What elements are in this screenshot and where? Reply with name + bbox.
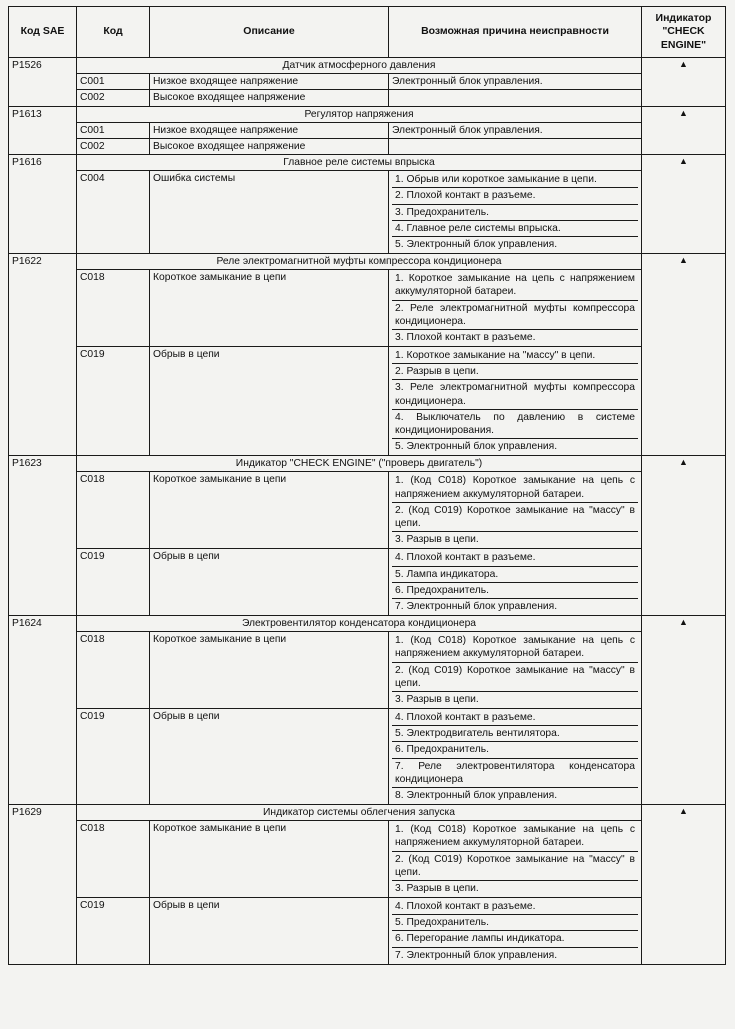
table-header-row	[9, 7, 726, 58]
group-title-row	[9, 805, 726, 821]
cause-item: 3. Реле электромагнитной муфты компрессора кондиционера.	[392, 380, 638, 409]
group-title-row	[9, 254, 726, 270]
cause-item: 2. Плохой контакт в разъеме.	[392, 188, 638, 204]
table-row	[9, 898, 726, 965]
cause-cell	[389, 898, 642, 965]
code-cell: C001	[77, 74, 150, 90]
description-cell: Обрыв в цепи	[150, 549, 389, 616]
indicator-mark: ▲	[642, 616, 726, 805]
cause-item: 4. Главное реле системы впрыска.	[392, 221, 638, 237]
sae-code-cell: P1623	[9, 456, 77, 616]
cause-cell	[389, 138, 642, 154]
group-title-row	[9, 106, 726, 122]
description-cell: Высокое входящее напряжение	[150, 90, 389, 106]
indicator-mark: ▲	[642, 805, 726, 965]
cause-item: 5. Лампа индикатора.	[392, 567, 638, 583]
group-title-row	[9, 456, 726, 472]
group-title-row	[9, 58, 726, 74]
cause-item: 4. Плохой контакт в разъеме.	[392, 899, 638, 915]
header-description: Описание	[150, 7, 389, 58]
code-cell: C019	[77, 347, 150, 456]
code-cell: C001	[77, 122, 150, 138]
cause-item: 3. Разрыв в цепи.	[395, 693, 479, 705]
code-cell: C018	[77, 472, 150, 549]
cause-item: 1. (Код C018) Короткое замыкание на цепь с напряжением аккумуляторной батареи.	[392, 473, 638, 502]
table-row	[9, 74, 726, 90]
cause-cell	[389, 632, 642, 709]
cause-item: 1. Короткое замыкание на цепь с напряжением аккумуляторной батареи.	[392, 271, 638, 300]
table-row	[9, 122, 726, 138]
cause-item: 3. Разрыв в цепи.	[395, 882, 479, 894]
header-code: Код	[77, 7, 150, 58]
description-cell: Короткое замыкание в цепи	[150, 472, 389, 549]
description-cell: Низкое входящее напряжение	[150, 74, 389, 90]
cause-cell	[389, 709, 642, 805]
indicator-mark: ▲	[642, 155, 726, 254]
table-row	[9, 347, 726, 456]
cause-cell: Электронный блок управления.	[389, 122, 642, 138]
sae-code-cell: P1624	[9, 616, 77, 805]
cause-item: 7. Реле электровентилятора конденсатора кондиционера	[392, 759, 638, 788]
description-cell: Ошибка системы	[150, 171, 389, 254]
indicator-mark: ▲	[642, 456, 726, 616]
description-cell: Обрыв в цепи	[150, 347, 389, 456]
table-row	[9, 138, 726, 154]
table-row	[9, 549, 726, 616]
cause-item: 4. Плохой контакт в разъеме.	[392, 550, 638, 566]
table-row	[9, 270, 726, 347]
cause-item: 8. Электронный блок управления.	[395, 789, 558, 801]
fault-code-table	[8, 6, 726, 965]
description-cell: Высокое входящее напряжение	[150, 138, 389, 154]
group-title: Регулятор напряжения	[77, 106, 642, 122]
cause-item: 6. Предохранитель.	[392, 583, 638, 599]
cause-item: 5. Электронный блок управления.	[395, 441, 558, 453]
group-title: Индикатор системы облегчения запуска	[77, 805, 642, 821]
cause-item: 3. Плохой контакт в разъеме.	[395, 331, 536, 343]
group-title: Датчик атмосферного давления	[77, 58, 642, 74]
code-cell: C019	[77, 898, 150, 965]
table-row	[9, 90, 726, 106]
group-title: Индикатор "CHECK ENGINE" ("проверь двигатель")	[77, 456, 642, 472]
code-cell: C002	[77, 90, 150, 106]
indicator-mark: ▲	[642, 254, 726, 456]
description-cell: Обрыв в цепи	[150, 709, 389, 805]
sae-code-cell: P1613	[9, 106, 77, 155]
group-title: Электровентилятор конденсатора кондиционера	[77, 616, 642, 632]
code-cell: C018	[77, 821, 150, 898]
cause-item: 5. Электродвигатель вентилятора.	[392, 726, 638, 742]
code-cell: C019	[77, 549, 150, 616]
header-sae: Код SAE	[9, 7, 77, 58]
code-cell: C018	[77, 632, 150, 709]
cause-cell	[389, 821, 642, 898]
table-row	[9, 472, 726, 549]
header-cause: Возможная причина неисправности	[389, 7, 642, 58]
cause-item: 2. (Код C019) Короткое замыкание на "массу" в цепи.	[392, 852, 638, 881]
sae-code-cell: P1629	[9, 805, 77, 965]
description-cell: Обрыв в цепи	[150, 898, 389, 965]
description-cell: Низкое входящее напряжение	[150, 122, 389, 138]
sae-code-cell: P1526	[9, 58, 77, 107]
group-title-row	[9, 616, 726, 632]
cause-item: 1. Обрыв или короткое замыкание в цепи.	[392, 172, 638, 188]
cause-cell	[389, 270, 642, 347]
cause-cell	[389, 171, 642, 254]
cause-item: 1. (Код C018) Короткое замыкание на цепь с напряжением аккумуляторной батареи.	[392, 633, 638, 662]
table-row	[9, 171, 726, 254]
cause-item: 4. Выключатель по давлению в системе кондиционирования.	[392, 410, 638, 439]
cause-item: 7. Электронный блок управления.	[395, 600, 558, 612]
group-title-row	[9, 155, 726, 171]
cause-cell	[389, 90, 642, 106]
sae-code-cell: P1622	[9, 254, 77, 456]
cause-item: 3. Предохранитель.	[392, 205, 638, 221]
group-title: Главное реле системы впрыска	[77, 155, 642, 171]
cause-item: 3. Разрыв в цепи.	[395, 534, 479, 546]
indicator-mark: ▲	[642, 58, 726, 107]
indicator-mark: ▲	[642, 106, 726, 155]
cause-item: 1. Короткое замыкание на "массу" в цепи.	[392, 348, 638, 364]
table-row	[9, 709, 726, 805]
table-row	[9, 632, 726, 709]
header-indicator: Индикатор "CHECK ENGINE"	[642, 7, 726, 58]
cause-item: 7. Электронный блок управления.	[395, 949, 558, 961]
cause-item: 1. (Код C018) Короткое замыкание на цепь с напряжением аккумуляторной батареи.	[392, 822, 638, 851]
sae-code-cell: P1616	[9, 155, 77, 254]
cause-cell	[389, 347, 642, 456]
description-cell: Короткое замыкание в цепи	[150, 270, 389, 347]
cause-item: 2. Реле электромагнитной муфты компрессора кондиционера.	[392, 301, 638, 330]
code-cell: C002	[77, 138, 150, 154]
cause-item: 5. Предохранитель.	[392, 915, 638, 931]
cause-item: 4. Плохой контакт в разъеме.	[392, 710, 638, 726]
cause-item: 2. Разрыв в цепи.	[392, 364, 638, 380]
cause-item: 5. Электронный блок управления.	[395, 238, 558, 250]
cause-item: 2. (Код C019) Короткое замыкание на "массу" в цепи.	[392, 663, 638, 692]
group-title: Реле электромагнитной муфты компрессора кондиционера	[77, 254, 642, 270]
cause-item: 6. Перегорание лампы индикатора.	[392, 931, 638, 947]
cause-cell: Электронный блок управления.	[389, 74, 642, 90]
description-cell: Короткое замыкание в цепи	[150, 821, 389, 898]
cause-item: 6. Предохранитель.	[392, 742, 638, 758]
cause-cell	[389, 472, 642, 549]
cause-cell	[389, 549, 642, 616]
table-body	[9, 58, 726, 965]
code-cell: C019	[77, 709, 150, 805]
cause-item: 2. (Код C019) Короткое замыкание на "массу" в цепи.	[392, 503, 638, 532]
code-cell: C018	[77, 270, 150, 347]
table-row	[9, 821, 726, 898]
description-cell: Короткое замыкание в цепи	[150, 632, 389, 709]
code-cell: C004	[77, 171, 150, 254]
